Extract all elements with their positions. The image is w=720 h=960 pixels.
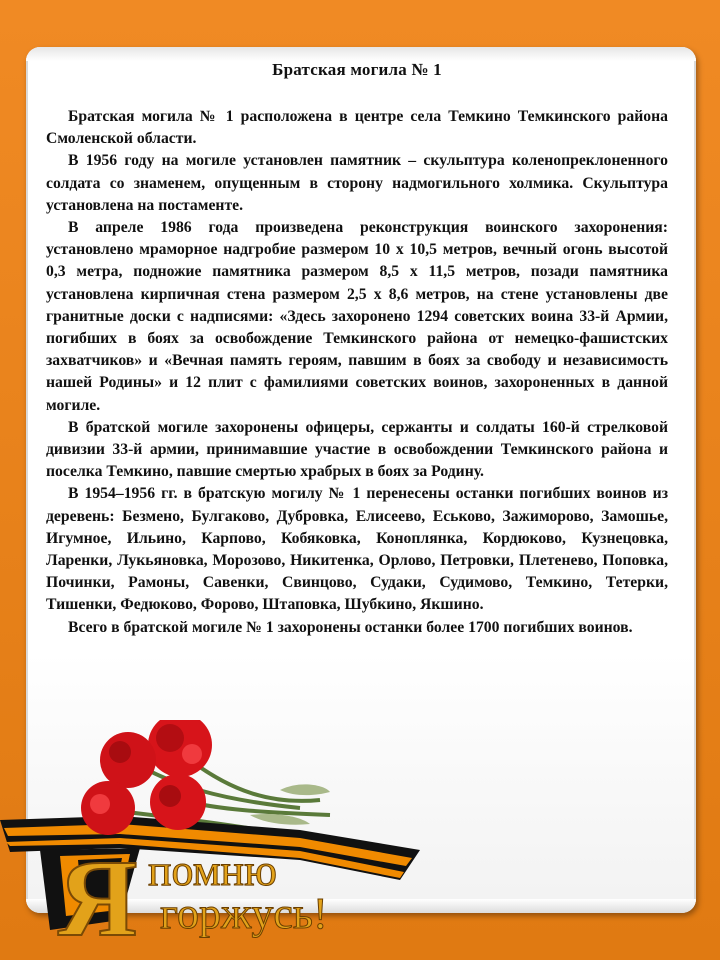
card-top-shade [26, 47, 696, 61]
carnations-ribbon-icon [0, 720, 430, 960]
paragraph-buried-units: В братской могиле захоронены офицеры, сержанты и солдаты 160-й стрелковой дивизии 33-й армии, принимавшие участие в освобождении Темкинского района и поселка Темкино, павшие смертью храбрых в боях за Родину. [46, 418, 668, 481]
slogan-line1: помню [148, 846, 277, 895]
slogan-line2: горжусь! [160, 889, 328, 938]
document-title: Братская могила № 1 [272, 60, 442, 79]
slogan-letter: Я [58, 837, 138, 959]
paragraph-total: Всего в братской могиле № 1 захоронены останки более 1700 погибших воинов. [68, 618, 633, 636]
document-body [46, 60, 668, 639]
paragraph-reconstruction: В апреле 1986 года произведена реконструкция воинского захоронения: установлено мраморное надгробие размером 10 х 10,5 метров, вечный огонь высотой 0,3 метра, подножие памятника размером 8,5 х 11,5 метров, позади памятника установлена кирпичная стена размером 2,5 х 8,6 метров, на стене установлены две гранитные доски с надписями: «Здесь захоронено 1294 советских воина 33-й Армии, погибших в боях за освобождение Темкинского района от немецко-фашистских захватчиков» и «Вечная память героям, павшим в боях за свободу и независимость нашей Родины» и 12 плит с фамилиями советских воинов, захороненных в данной могиле. [46, 219, 668, 414]
carnation-flowers [81, 720, 212, 835]
paragraph-monument: В 1956 году на могиле установлен памятник – скульптура коленопреклоненного солдата со знаменем, опущенным в сторону надмогильного холмика. Скульптура установлена на постаменте. [46, 152, 668, 214]
paragraph-location: Братская могила № 1 расположена в центре села Темкино Темкинского района Смоленской области. [46, 108, 668, 148]
paragraph-villages: В 1954–1956 гг. в братскую могилу № 1 перенесены останки погибших воинов из деревень: Безмено, Булгаково, Дубровка, Елисеево, Еськово, Зажиморово, Замошье, Игумное, Ильино, Карпово, Кобяковка, Коноплянка, Кордюково, Кузнецовка, Ларенки, Лукьяновка, Морозово, Никитенка, Орлово, Петровки, Плетенево, Поповка, Починки, Рамоны, Савенки, Свинцово, Судаки, Судимово, Темкино, Тетерки, Тишенки, Федюково, Форово, Штаповка, Шубкино, Якшино. [46, 485, 668, 614]
